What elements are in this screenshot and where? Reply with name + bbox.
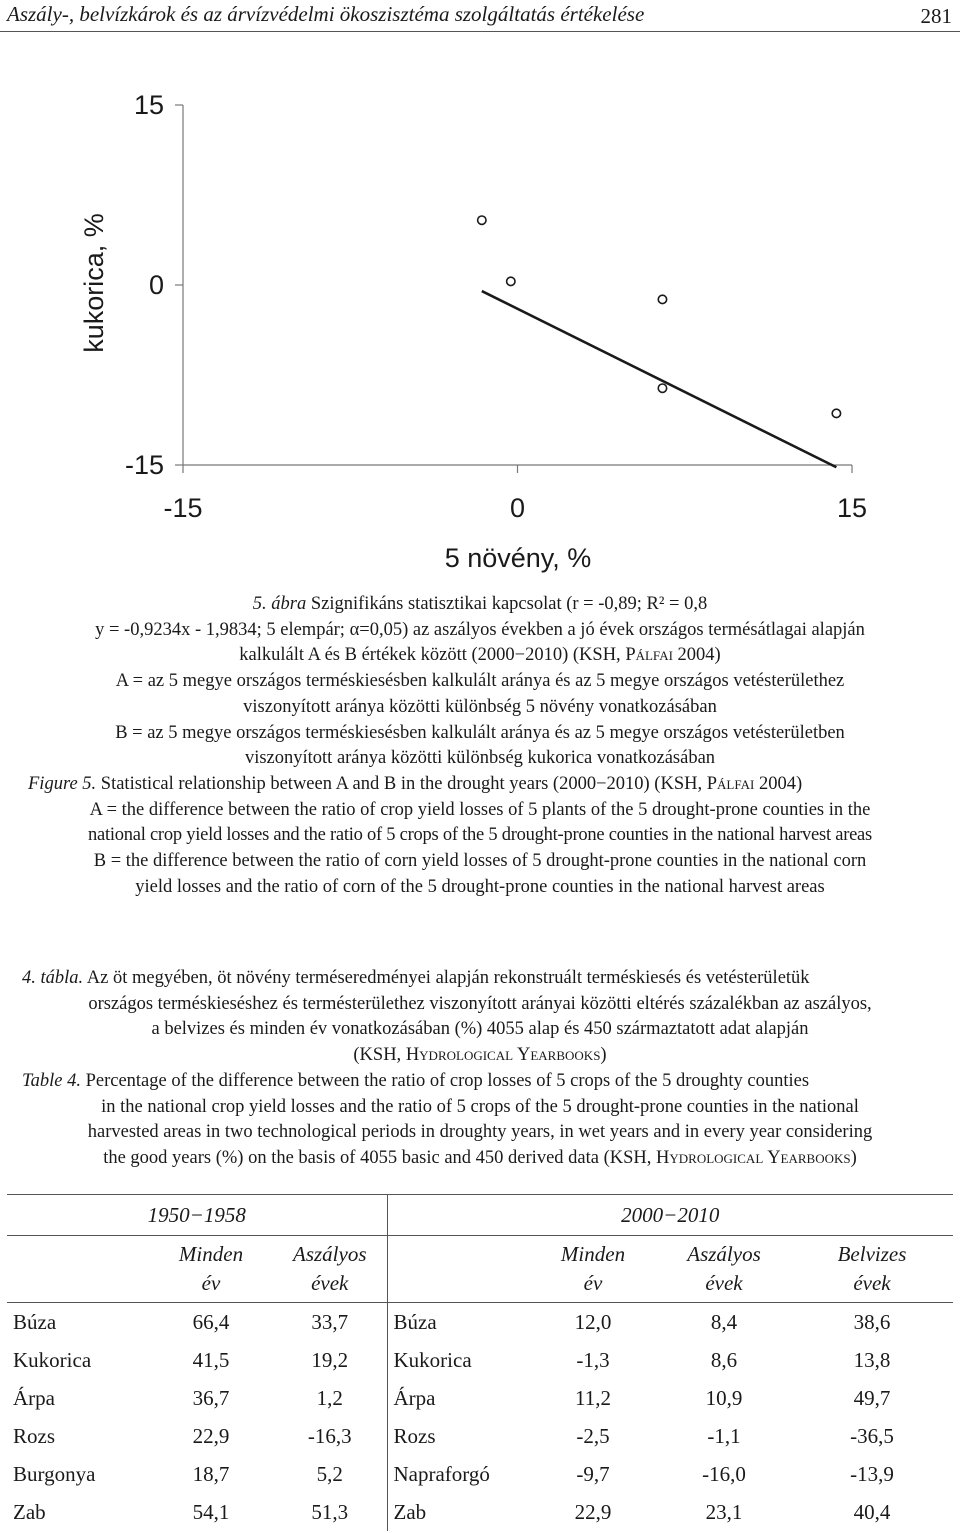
table-caption [0,966,960,1172]
value-cell: 49,7 [853,1385,891,1410]
value-cell: 33,7 [273,1303,387,1342]
chart-axes [183,105,852,465]
chart-ticks [125,90,867,523]
value-cell: -9,7 [576,1461,610,1486]
y-axis-label: kukorica, % [79,213,109,353]
source-name: Hydrological Yearbooks [656,1147,851,1168]
data-table [7,1194,953,1531]
caption-line: A = the difference between the ratio of crop yield losses of 5 plants of the 5 drought-prone counties in the [89,799,871,820]
value-cell: 23,1 [705,1499,743,1524]
x-tick-label: -15 [163,493,203,523]
scatter-chart [0,40,960,580]
caption-line: viszonyított aránya közötti különbség 5 növény vonatkozásában [243,696,717,717]
y-tick-label: -15 [124,450,164,480]
data-point [658,295,666,303]
table-label-en: Table 4. [22,1070,81,1091]
caption-text: 2004) [754,773,803,794]
crop-name-cell: Kukorica [393,1347,472,1372]
value-cell: 41,5 [192,1347,230,1372]
caption-line: B = the difference between the ratio of corn yield losses of 5 drought-prone counties in the national corn [93,851,867,872]
value-cell: 8,6 [710,1347,738,1372]
crop-name-cell: Búza [7,1303,149,1342]
value-cell: 18,7 [192,1461,230,1486]
value-cell: 12,0 [529,1303,657,1342]
trendline [482,291,837,467]
value-cell: 40,4 [853,1499,891,1524]
caption-line: A = az 5 megye országos terméskiesésben kalkulált aránya és az 5 megye országos vetésterülethez [115,671,845,692]
x-axis-label: 5 növény, % [444,543,592,573]
value-cell: 5,2 [273,1455,387,1493]
period-header: 1950−1958 [7,1195,387,1236]
caption-line: in the national crop yield losses and the ratio of 5 crops of the 5 drought-prone counties in the national [101,1096,859,1117]
caption-text: ) [600,1045,607,1066]
crop-name-cell: Árpa [13,1385,55,1410]
table-label-hu: 4. tábla. [22,968,84,988]
value-cell: -36,5 [850,1423,894,1448]
caption-text: ) [850,1147,857,1168]
running-title: Aszály-, belvízkárok és az árvízvédelmi ökoszisztéma szolgáltatás értékelése [7,2,645,26]
value-cell: 8,4 [657,1303,791,1342]
crop-name-cell: Kukorica [13,1347,92,1372]
empty-header-cell [387,1236,529,1303]
table-row [7,1493,953,1531]
value-cell: -16,0 [702,1461,746,1486]
value-cell: -13,9 [850,1461,894,1486]
caption-text: Szignifikáns statisztikai kapcsolat (r = -0,89; R² = 0,8 [306,594,708,614]
value-cell: -1,3 [576,1347,610,1372]
crop-name-cell: Burgonya [13,1461,96,1486]
col-header-aszalyos: Aszályos évek [273,1236,387,1303]
chart-marks [478,216,841,467]
value-cell: 10,9 [705,1385,743,1410]
caption-line: B = az 5 megye országos terméskiesésben kalkulált aránya és az 5 megye országos vetésterületben [115,722,845,743]
table-row [7,1455,953,1493]
caption-line: yield losses and the ratio of corn of the 5 drought-prone counties in the national harvest areas [135,876,825,897]
data-point [507,277,515,285]
caption-line: viszonyított aránya közötti különbség kukorica vonatkozásában [244,748,716,769]
crop-name-cell: Rozs [393,1423,436,1448]
caption-line: y = -0,9234x - 1,9834; 5 elempár; α=0,05) az aszályos években a jó évek országos termésátlagai alapján [95,619,865,640]
table-row [7,1341,953,1379]
author-name: Pálfai [706,773,755,794]
table-row [7,1417,953,1455]
caption-line: a belvizes és minden év vonatkozásában (%) 4055 alap és 450 származtatott adat alapján [151,1019,809,1040]
value-cell: 66,4 [149,1303,273,1342]
col-header-minden: Minden év [560,1242,626,1295]
caption-text: kalkulált A és B értékek között (2000−2010) (KSH, [239,645,626,666]
value-cell: -1,1 [707,1423,741,1448]
col-header-aszalyos: Aszályos évek [687,1242,761,1295]
y-tick-label: 0 [148,270,164,300]
value-cell: 1,2 [273,1379,387,1417]
caption-text: Statistical relationship between A and B in the drought years (2000−2010) (KSH, [96,773,707,794]
caption-text: Percentage of the difference between the ratio of crop losses of 5 crops of the 5 droughty counties [80,1070,810,1091]
y-tick-label: 15 [133,90,164,120]
period-header: 2000−2010 [387,1195,953,1236]
caption-text: Az öt megyében, öt növény terméseredményei alapján rekonstruált terméskiesés és vetésterületük [83,968,810,988]
caption-text: (KSH, [353,1045,406,1066]
value-cell: 36,7 [192,1385,230,1410]
data-point [478,216,486,224]
caption-line: országos terméskieséshez és termésterülethez viszonyított arányai közötti eltérés százalékban az aszályos, [88,993,872,1014]
crop-name-cell: Rozs [13,1423,55,1448]
value-cell: -16,3 [273,1417,387,1455]
value-cell: -2,5 [576,1423,610,1448]
crop-name-cell: Zab [393,1499,427,1524]
table-row [7,1303,953,1342]
value-cell: 54,1 [192,1499,230,1524]
figure-caption [0,592,960,900]
header-rule [0,31,960,32]
x-tick-label: 0 [509,493,526,523]
x-tick-label: 15 [836,493,868,523]
caption-text: the good years (%) on the basis of 4055 basic and 450 derived data (KSH, [103,1147,657,1168]
empty-header-cell [7,1236,149,1303]
crop-name-cell: Árpa [393,1385,436,1410]
table-row [7,1379,953,1417]
value-cell: 19,2 [273,1341,387,1379]
data-point [658,384,666,392]
caption-line: harvested areas in two technological periods in droughty years, in wet years and in every year considering [87,1122,873,1143]
value-cell: 13,8 [853,1347,891,1372]
source-name: Hydrological Yearbooks [405,1045,601,1066]
figure-label-en: Figure 5. [28,773,97,794]
caption-line: national crop yield losses and the ratio of 5 crops of the 5 drought-prone counties in the national harvest areas [88,825,872,846]
value-cell: 22,9 [192,1423,230,1448]
col-header-minden: Minden év [178,1242,244,1295]
author-name: Pálfai [625,645,673,666]
caption-text: 2004) [672,645,721,666]
crop-name-cell: Búza [387,1303,529,1342]
value-cell: 38,6 [791,1303,953,1342]
value-cell: 51,3 [273,1493,387,1531]
figure-label-hu: 5. ábra [252,594,307,614]
col-header-belvizes: Belvizes évek [837,1242,907,1295]
crop-name-cell: Napraforgó [393,1461,490,1486]
value-cell: 11,2 [575,1385,611,1410]
value-cell: 22,9 [574,1499,612,1524]
page-number: 281 [920,4,952,28]
data-point [832,409,840,417]
crop-name-cell: Zab [13,1499,46,1524]
